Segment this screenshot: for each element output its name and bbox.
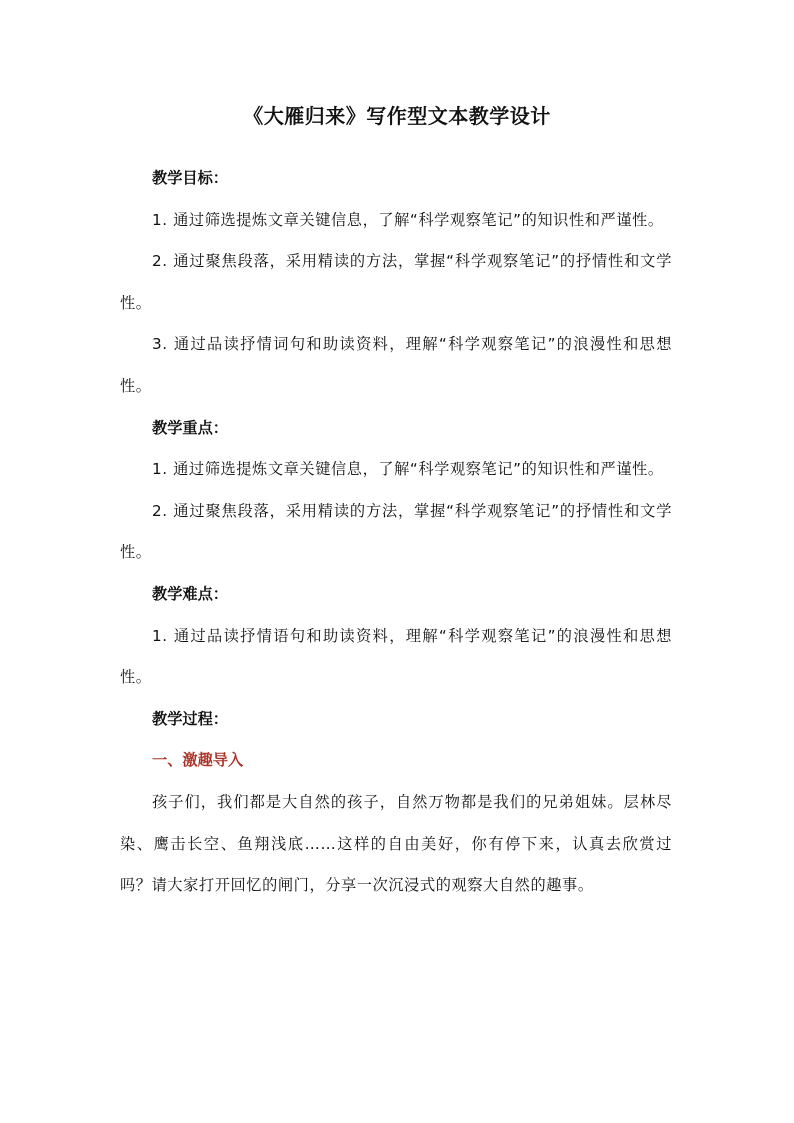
document-body	[120, 158, 672, 907]
objective-item-2: 2. 通过聚焦段落，采用精读的方法，掌握“科学观察笔记”的抒情性和文学性。	[120, 252, 672, 312]
document-title: 《大雁归来》写作型文本教学设计	[243, 104, 551, 128]
difficulty-item-1: 1. 通过品读抒情语句和助读资料，理解“科学观察笔记”的浪漫性和思想性。	[120, 626, 672, 687]
objectives-heading: 教学目标：	[152, 169, 228, 187]
objective-item-3: 3. 通过品读抒情词句和助读资料，理解“科学观察笔记”的浪漫性和思想性。	[120, 335, 672, 395]
key-point-item-1: 1. 通过筛选提炼文章关键信息，了解“科学观察笔记”的知识性和严谨性。	[152, 460, 664, 479]
objective-item-1: 1. 通过筛选提炼文章关键信息，了解“科学观察笔记”的知识性和严谨性。	[152, 210, 664, 229]
section-heading-intro: 一、激趣导入	[152, 751, 244, 770]
process-heading: 教学过程：	[152, 709, 228, 728]
key-point-item-2: 2. 通过聚焦段落，采用精读的方法，掌握“科学观察笔记”的抒情性和文学性。	[120, 501, 672, 562]
intro-paragraph: 孩子们，我们都是大自然的孩子，自然万物都是我们的兄弟姐妹。层林尽染、鹰击长空、鱼翔浅底……这样的自由美好，你有停下来，认真去欣赏过吗？请大家打开回忆的闸门，分享一次沉浸式的观察大自然的趣事。	[120, 792, 672, 895]
difficulties-heading: 教学难点：	[152, 584, 228, 603]
key-points-heading: 教学重点：	[152, 418, 228, 437]
